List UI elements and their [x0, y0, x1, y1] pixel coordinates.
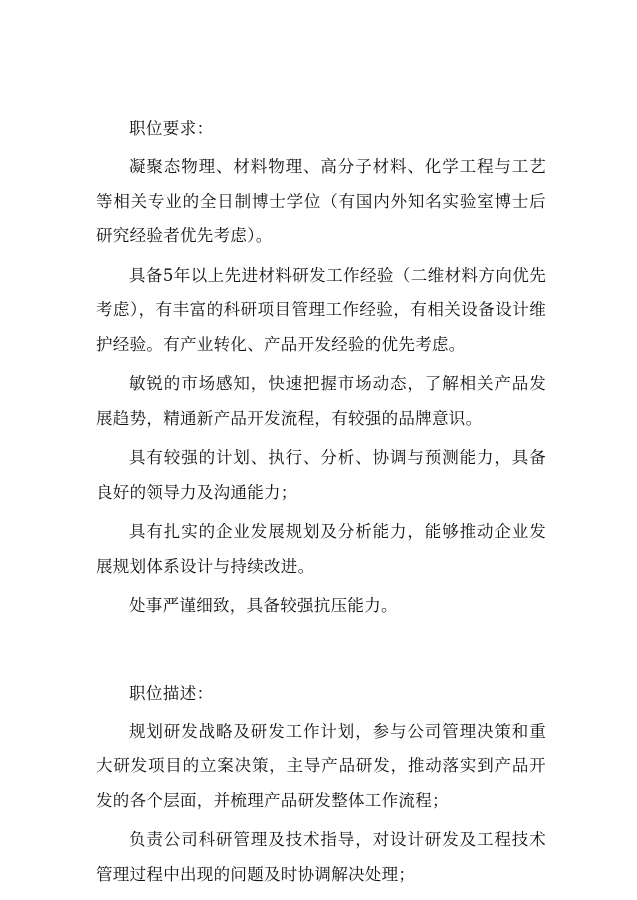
- description-list: [96, 715, 546, 893]
- requirements-heading: 职位要求：: [129, 119, 214, 138]
- section-spacer: [96, 629, 546, 677]
- description-item: 规划研发战略及研发工作计划，参与公司管理决策和重大研发项目的立案决策，主导产品研发，推动落实到产品开发的各个层面，并梳理产品研发整体工作流程；: [96, 721, 546, 810]
- document-body: [96, 112, 546, 897]
- requirements-list: [96, 150, 546, 624]
- requirement-item: 具有扎实的企业发展规划及分析能力，能够推动企业发展规划体系设计与持续改进。: [96, 522, 546, 576]
- requirement-item: 具有较强的计划、执行、分析、协调与预测能力，具备良好的领导力及沟通能力；: [96, 448, 546, 502]
- requirement-item: 具备5年以上先进材料研发工作经验（二维材料方向优先考虑），有丰富的科研项目管理工作经验，有相关设备设计维护经验。有产业转化、产品开发经验的优先考虑。: [96, 265, 546, 354]
- description-heading: 职位描述：: [129, 683, 214, 703]
- requirement-item: 凝聚态物理、材料物理、高分子材料、化学工程与工艺等相关专业的全日制博士学位（有国内外知名实验室博士后研究经验者优先考虑）。: [96, 157, 546, 245]
- requirement-item: 处事严谨细致，具备较强抗压能力。: [129, 596, 398, 615]
- description-item: 负责公司科研管理及技术指导，对设计研发及工程技术管理过程中出现的问题及时协调解决处理；: [96, 830, 546, 884]
- requirement-item: 敏锐的市场感知，快速把握市场动态，了解相关产品发展趋势，精通新产品开发流程，有较强的品牌意识。: [96, 374, 546, 428]
